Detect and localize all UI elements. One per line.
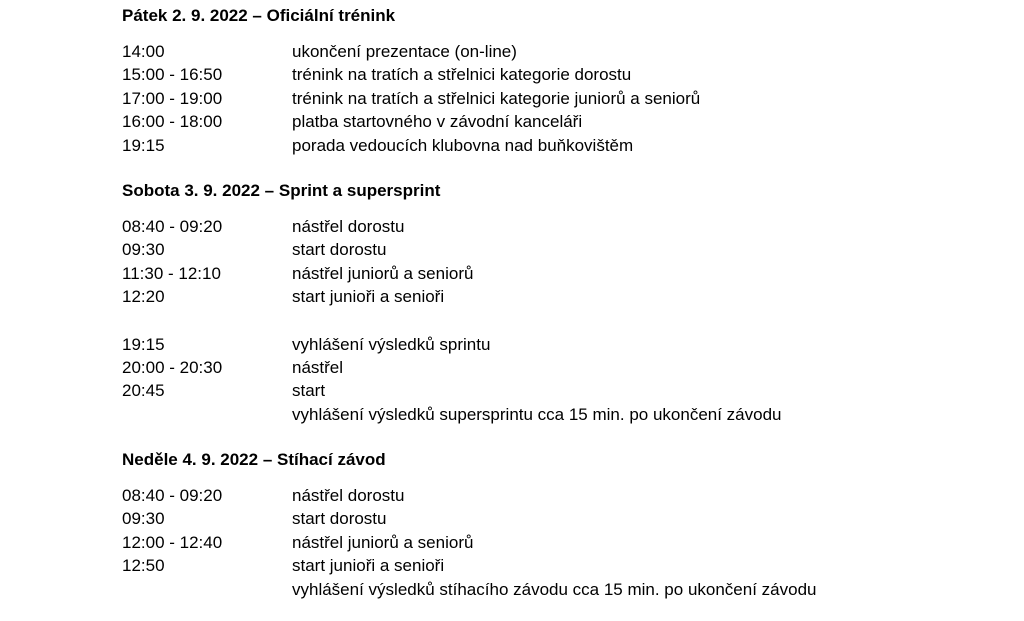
schedule-row (122, 578, 1002, 601)
row-description: start dorostu (292, 509, 387, 529)
row-time: 08:40 - 09:20 (122, 486, 223, 506)
schedule-row (122, 134, 1002, 157)
row-time: 12:00 - 12:40 (122, 532, 223, 552)
schedule-row (122, 110, 1002, 133)
schedule-row (122, 333, 1002, 356)
row-time: 20:00 - 20:30 (122, 357, 223, 377)
row-time: 16:00 - 18:00 (122, 112, 223, 132)
row-description: vyhlášení výsledků supersprintu cca 15 min. po ukončení závodu (292, 404, 782, 424)
row-description: trénink na tratích a střelnici kategorie juniorů a seniorů (292, 88, 701, 108)
row-description: nástřel (292, 357, 344, 377)
schedule-row (122, 554, 1002, 577)
row-time: 11:30 - 12:10 (122, 263, 221, 283)
schedule-document (122, 4, 1002, 601)
schedule-row (122, 63, 1002, 86)
row-description: nástřel juniorů a seniorů (292, 532, 474, 552)
day-heading: Neděle 4. 9. 2022 – Stíhací závod (122, 450, 386, 470)
schedule-row (122, 507, 1002, 530)
row-description: nástřel juniorů a seniorů (292, 263, 474, 283)
schedule-row (122, 215, 1002, 238)
row-time: 09:30 (122, 509, 165, 529)
row-description: nástřel dorostu (292, 216, 405, 236)
row-description: nástřel dorostu (292, 486, 405, 506)
row-time: 08:40 - 09:20 (122, 216, 223, 236)
row-time: 12:20 (122, 287, 165, 307)
schedule-row (122, 87, 1002, 110)
row-time: 19:15 (122, 135, 165, 155)
row-time: 09:30 (122, 240, 165, 260)
schedule-row (122, 40, 1002, 63)
day-section-sunday (122, 448, 1002, 601)
row-description: start junioři a senioři (292, 556, 445, 576)
row-description: vyhlášení výsledků stíhacího závodu cca 15 min. po ukončení závodu (292, 579, 817, 599)
day-section-friday (122, 4, 1002, 157)
row-time: 17:00 - 19:00 (122, 88, 223, 108)
schedule-row (122, 531, 1002, 554)
row-description: trénink na tratích a střelnici kategorie dorostu (292, 65, 632, 85)
row-description: ukončení prezentace (on-line) (292, 42, 517, 61)
schedule-row (122, 379, 1002, 402)
day-heading: Pátek 2. 9. 2022 – Oficiální trénink (122, 6, 396, 25)
row-time: 14:00 (122, 42, 165, 61)
schedule-row (122, 262, 1002, 285)
day-section-saturday (122, 179, 1002, 426)
row-description: platba startovného v závodní kanceláři (292, 112, 583, 132)
day-heading: Sobota 3. 9. 2022 – Sprint a supersprint (122, 180, 441, 200)
row-description: vyhlášení výsledků sprintu (292, 334, 491, 354)
row-time: 20:45 (122, 381, 165, 401)
row-description: start junioři a senioři (292, 287, 445, 307)
schedule-row (122, 285, 1002, 308)
row-description: start (292, 381, 326, 401)
schedule-row (122, 403, 1002, 426)
row-description: start dorostu (292, 240, 387, 260)
row-time: 12:50 (122, 556, 165, 576)
schedule-row (122, 238, 1002, 261)
schedule-row (122, 356, 1002, 379)
row-time: 15:00 - 16:50 (122, 65, 223, 85)
row-time: 19:15 (122, 334, 165, 354)
schedule-row (122, 484, 1002, 507)
row-description: porada vedoucích klubovna nad buňkovištěm (292, 135, 634, 155)
